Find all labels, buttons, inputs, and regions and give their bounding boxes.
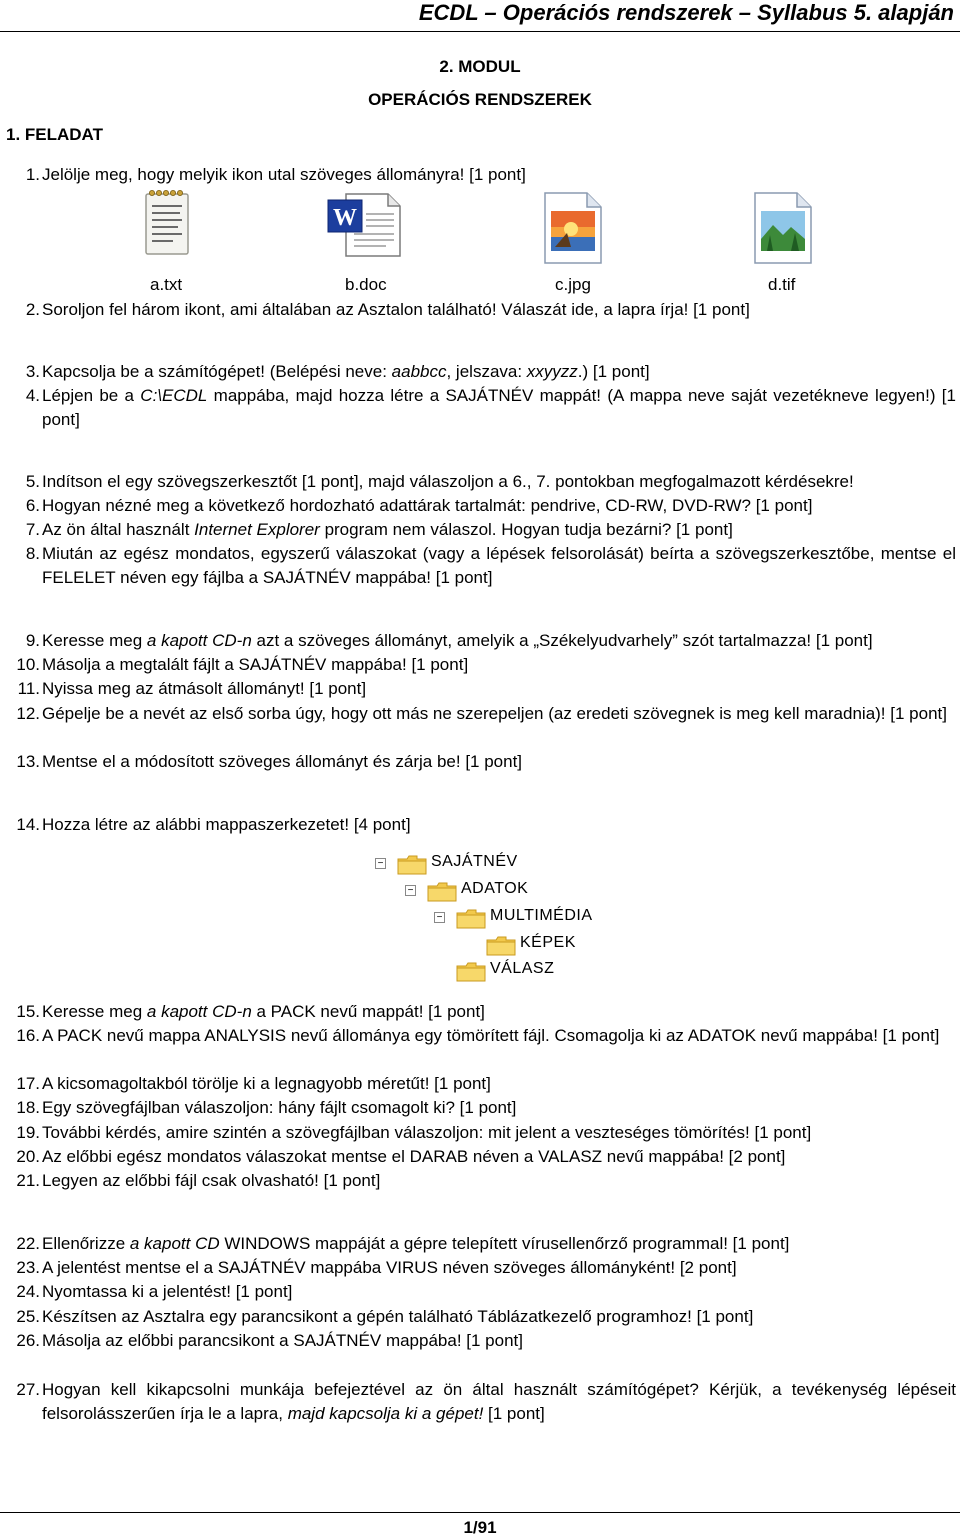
- question-text: Miután az egész mondatos, egyszerű válaszokat (vagy a lépések felsorolását) beírta a szövegszerkesztőbe, mentse el FELELET néven egy fájlba a SAJÁTNÉV mappába! [1 pont]: [42, 544, 956, 587]
- question-16: [6, 1024, 956, 1048]
- question-7: [6, 518, 956, 542]
- folder-icon: [456, 909, 486, 934]
- header-rule: [0, 31, 960, 32]
- question-number: 6.: [25, 496, 40, 515]
- question-text: [42, 1378, 956, 1426]
- question-1: [6, 163, 956, 187]
- text-part: Kapcsolja be a számítógépet! (Belépési neve:: [42, 362, 392, 381]
- svg-text:W: W: [333, 205, 357, 231]
- folder-path: C:\ECDL: [140, 386, 208, 405]
- question-9: [6, 629, 956, 653]
- folder-icon: [397, 855, 427, 880]
- task-heading: 1. FELADAT: [6, 125, 103, 144]
- text-part: a PACK nevű mappát! [1 pont]: [251, 1002, 485, 1021]
- question-number: 17.: [16, 1074, 40, 1093]
- question-text: Nyissa meg az átmásolt állományt! [1 pont]: [42, 679, 367, 698]
- question-text: Nyomtassa ki a jelentést! [1 pont]: [42, 1282, 293, 1301]
- collapse-toggle-icon: −: [434, 912, 445, 923]
- folder-icon: [427, 882, 457, 907]
- tree-label: KÉPEK: [520, 934, 576, 951]
- text-part: [1 pont]: [483, 1404, 545, 1423]
- question-18: [6, 1096, 956, 1120]
- question-number: 18.: [16, 1098, 40, 1117]
- collapse-toggle-icon: −: [405, 885, 416, 896]
- question-text: Mentse el a módosított szöveges állományt és zárja be! [1 pont]: [42, 752, 523, 771]
- emphasis: a kapott CD-n: [146, 1002, 252, 1021]
- question-text: [42, 629, 956, 653]
- question-15: [6, 1000, 956, 1024]
- module-title: OPERÁCIÓS RENDSZEREK: [368, 90, 592, 109]
- page-number: 1/91: [463, 1518, 497, 1537]
- question-text: [42, 1232, 956, 1256]
- question-text: Indítson el egy szövegszerkesztőt [1 pont], majd válaszoljon a 6., 7. pontokban megfogalmazott kérdésekre!: [42, 472, 854, 491]
- question-number: 21.: [16, 1171, 40, 1190]
- tree-label: VÁLASZ: [490, 960, 555, 977]
- text-file-icon: [143, 188, 193, 263]
- question-20: [6, 1145, 956, 1169]
- question-4: [6, 384, 956, 432]
- question-19: [6, 1121, 956, 1145]
- text-part: Ellenőrizze: [42, 1234, 130, 1253]
- tree-label: ADATOK: [461, 880, 529, 897]
- question-27: [6, 1378, 956, 1426]
- program-name: Internet Explorer: [194, 520, 320, 539]
- question-number: 22.: [16, 1234, 40, 1253]
- text-part: WINDOWS mappáját a gépre telepített vírusellenőrző programmal! [1 pont]: [219, 1234, 790, 1253]
- question-text: Másolja az előbbi parancsikont a SAJÁTNÉV mappába! [1 pont]: [42, 1331, 523, 1350]
- word-document-icon: [326, 190, 404, 265]
- question-text: A jelentést mentse el a SAJÁTNÉV mappába VIRUS néven szöveges állományként! [2 pont]: [42, 1258, 737, 1277]
- file-label-a: a.txt: [150, 275, 183, 294]
- question-number: 27.: [16, 1380, 40, 1399]
- question-text: Készítsen az Asztalra egy parancsikont a gépén található Táblázatkezelő programhoz! [1 pont]: [42, 1307, 754, 1326]
- text-part: Keresse meg: [42, 631, 147, 650]
- question-23: [6, 1256, 956, 1280]
- question-number: 7.: [25, 520, 40, 539]
- question-text: Legyen az előbbi fájl csak olvasható! [1 pont]: [42, 1171, 381, 1190]
- question-number: 20.: [16, 1147, 40, 1166]
- question-number: 13.: [16, 752, 40, 771]
- folder-icon: [456, 962, 486, 987]
- question-11: [6, 677, 956, 701]
- question-21: [6, 1169, 956, 1193]
- question-text: Soroljon fel három ikont, ami általában az Asztalon található! Válaszát ide, a lapra írja! [1 pont]: [42, 300, 750, 319]
- question-number: 1.: [25, 165, 40, 184]
- file-label-b: b.doc: [345, 275, 387, 294]
- question-number: 3.: [25, 362, 40, 381]
- emphasis: a kapott CD: [129, 1234, 220, 1253]
- question-text: Jelölje meg, hogy melyik ikon utal szöveges állományra! [1 pont]: [42, 165, 526, 184]
- question-text: [42, 1000, 956, 1024]
- folder-icon: [486, 936, 516, 961]
- module-number: 2. MODUL: [439, 57, 521, 76]
- file-label-d: d.tif: [768, 275, 796, 294]
- question-text: Hogyan nézné meg a következő hordozható adattárak tartalmát: pendrive, CD-RW, DVD-RW? [1 pont]: [42, 496, 813, 515]
- question-26: [6, 1329, 956, 1353]
- question-10: [6, 653, 956, 677]
- question-12: [6, 702, 956, 726]
- text-part: , jelszava:: [446, 362, 527, 381]
- document-header-title: ECDL – Operációs rendszerek – Syllabus 5. alapján: [418, 0, 954, 25]
- question-number: 8.: [25, 544, 40, 563]
- question-13: [6, 750, 956, 774]
- question-17: [6, 1072, 956, 1096]
- text-part: Lépjen be a: [42, 386, 141, 405]
- question-text: Gépelje be a nevét az első sorba úgy, hogy ott más ne szerepeljen (az eredeti szövegnek is meg kell maradnia)! [1 pont]: [42, 704, 947, 723]
- collapse-toggle-icon: −: [375, 858, 386, 869]
- question-text: A kicsomagoltakból törölje ki a legnagyobb méretűt! [1 pont]: [42, 1074, 491, 1093]
- question-number: 11.: [17, 679, 40, 698]
- tree-label: SAJÁTNÉV: [431, 853, 518, 870]
- question-text: A PACK nevű mappa ANALYSIS nevű állománya egy tömörített fájl. Csomagolja ki az ADATOK nevű mappába! [1 pont]: [42, 1026, 940, 1045]
- question-text: [42, 518, 956, 542]
- emphasis: majd kapcsolja ki a gépet!: [287, 1404, 484, 1423]
- question-6: [6, 494, 956, 518]
- question-24: [6, 1280, 956, 1304]
- jpg-image-icon: [541, 191, 605, 270]
- question-text: További kérdés, amire szintén a szövegfájlban válaszoljon: mit jelent a veszteséges tömörítés! [1 pont]: [42, 1123, 812, 1142]
- text-part: program nem válaszol. Hogyan tudja bezárni? [1 pont]: [319, 520, 733, 539]
- login-username: aabbcc: [391, 362, 447, 381]
- question-5: [6, 470, 956, 494]
- question-text: Másolja a megtalált fájlt a SAJÁTNÉV mappába! [1 pont]: [42, 655, 469, 674]
- file-label-c: c.jpg: [555, 275, 591, 294]
- question-number: 9.: [25, 631, 40, 650]
- text-part: Keresse meg: [42, 1002, 147, 1021]
- question-8: [6, 542, 956, 590]
- footer-rule: [0, 1512, 960, 1513]
- question-2: [6, 298, 956, 322]
- question-25: [6, 1305, 956, 1329]
- emphasis: a kapott CD-n: [146, 631, 252, 650]
- question-number: 4.: [25, 386, 40, 405]
- question-3: [6, 360, 956, 384]
- question-number: 24.: [16, 1282, 40, 1301]
- question-number: 16.: [16, 1026, 40, 1045]
- question-number: 15.: [16, 1002, 40, 1021]
- question-text: Az előbbi egész mondatos válaszokat mentse el DARAB néven a VALASZ nevű mappába! [2 pont]: [42, 1147, 786, 1166]
- question-text: [42, 360, 956, 384]
- question-number: 23.: [16, 1258, 40, 1277]
- question-text: Egy szövegfájlban válaszoljon: hány fájlt csomagolt ki? [1 pont]: [42, 1098, 517, 1117]
- question-number: 14.: [16, 815, 40, 834]
- tree-label: MULTIMÉDIA: [490, 907, 593, 924]
- question-number: 26.: [16, 1331, 40, 1350]
- tif-image-icon: [751, 191, 815, 270]
- text-part: azt a szöveges állományt, amelyik a „Székelyudvarhely” szót tartalmazza! [1 pont]: [251, 631, 873, 650]
- question-text: Hozza létre az alábbi mappaszerkezetet! [4 pont]: [42, 815, 411, 834]
- question-22: [6, 1232, 956, 1256]
- question-14: [6, 813, 956, 837]
- text-part: .) [1 pont]: [577, 362, 650, 381]
- login-password: xxyyzz: [526, 362, 578, 381]
- question-number: 12.: [16, 704, 40, 723]
- question-number: 19.: [16, 1123, 40, 1142]
- question-number: 5.: [25, 472, 40, 491]
- question-number: 10.: [16, 655, 40, 674]
- text-part: Az ön által használt: [42, 520, 195, 539]
- question-text: [42, 384, 956, 432]
- question-number: 25.: [16, 1307, 40, 1326]
- text-part: Hogyan kell kikapcsolni munkája befejeztével az ön által használt számítógépet? Kérjük, a tevékenység lépéseit felsorolásszerűen írja le a lapra,: [42, 1380, 956, 1423]
- question-number: 2.: [25, 300, 40, 319]
- text-part: mappába, majd hozza létre a SAJÁTNÉV mappát! (A mappa neve saját vezetékneve legyen!) [1 pont]: [42, 386, 956, 429]
